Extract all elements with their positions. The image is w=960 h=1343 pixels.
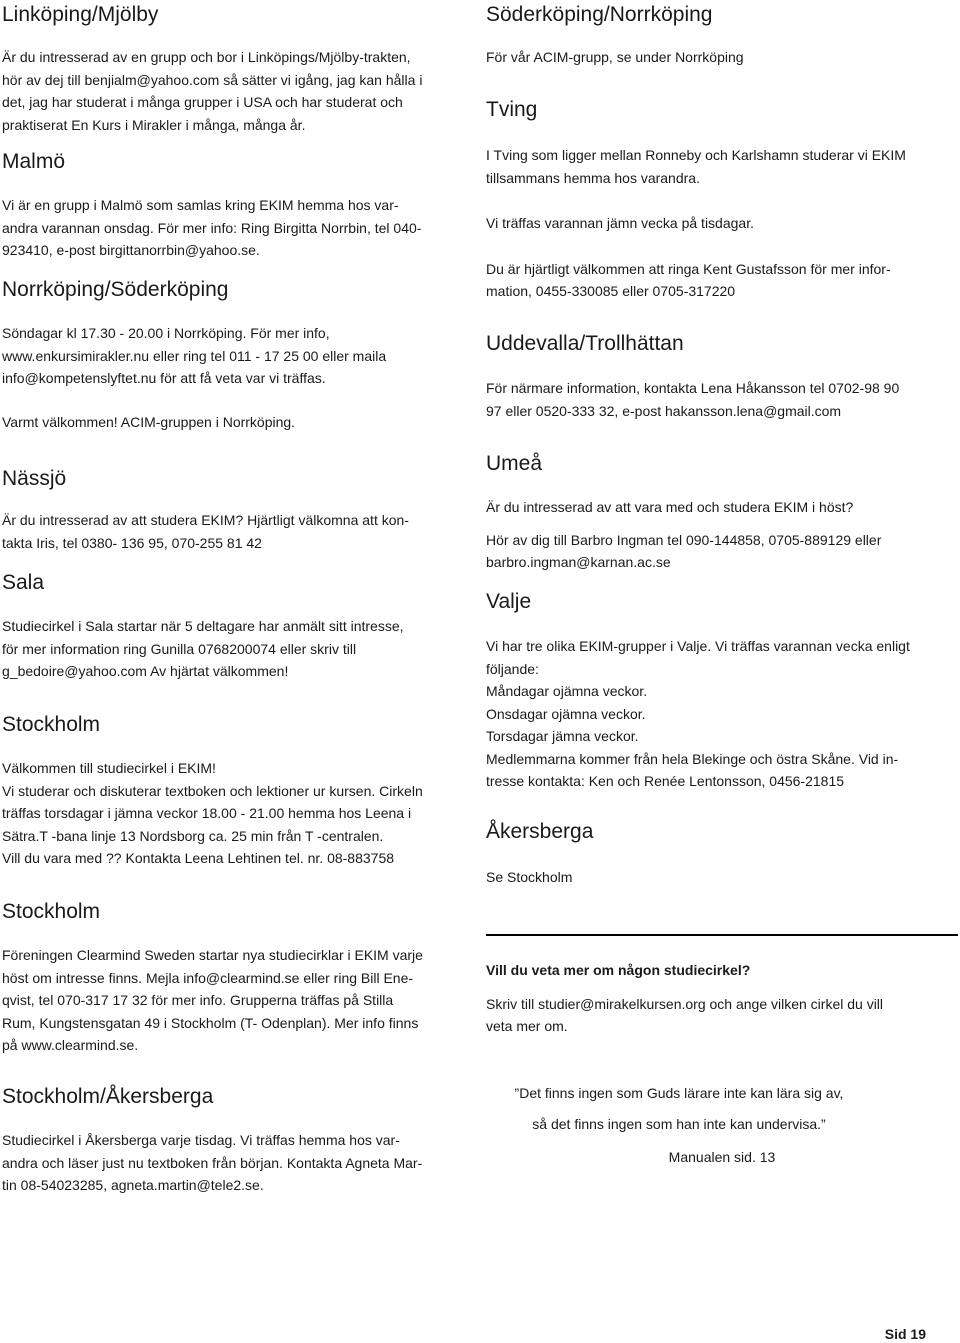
quote-line-2: så det finns ingen som han inte kan undervisa.” — [532, 1116, 826, 1132]
text-line: Medlemmarna kommer från hela Blekinge och östra Skåne. Vid in- — [486, 750, 899, 767]
text-line: Skriv till studier@mirakelkursen.org och ange vilken cirkel du vill — [486, 995, 884, 1012]
section-heading: Stockholm/Åkersberga — [2, 1085, 214, 1108]
text-line: Vi är en grupp i Malmö som samlas kring EKIM hemma hos var- — [2, 197, 399, 213]
text-line: andra och läser just nu textboken från början. Kontakta Agneta Mar- — [2, 1154, 423, 1171]
section-heading: Tving — [486, 98, 538, 121]
text-line: 97 eller 0520-333 32, e-post hakansson.lena@gmail.com — [486, 402, 842, 419]
section-stockholm-1 — [2, 712, 472, 870]
text-line: på www.clearmind.se. — [2, 1037, 139, 1053]
text-line: g_bedoire@yahoo.com Av hjärtat välkommen! — [2, 663, 289, 679]
section-malmo — [2, 149, 472, 262]
text-line: qvist, tel 070-317 17 32 för mer info. Grupperna träffas på Stilla — [2, 992, 394, 1008]
section-heading: Norrköping/Söderköping — [2, 278, 229, 301]
text-line: Är du intresserad av en grupp och bor i Linköpings/Mjölby-trakten, — [2, 49, 411, 65]
section-heading: Malmö — [2, 150, 66, 173]
text-line: höst om intresse finns. Mejla info@clearmind.se eller ring Bill Ene- — [2, 969, 414, 986]
text-line: takta Iris, tel 0380- 136 95, 070-255 81 42 — [2, 534, 262, 551]
text-line: Söndagar kl 17.30 - 20.00 i Norrköping. För mer info, — [2, 325, 330, 341]
text-line: www.enkursimirakler.nu eller ring tel 011 - 17 25 00 eller maila — [2, 347, 387, 364]
text-line: Se Stockholm — [486, 869, 573, 885]
text-line: info@kompetenslyftet.nu för att få veta var vi träffas. — [2, 370, 326, 386]
text-line: hör av dej till benjialm@yahoo.com så sätter vi igång, jag kan hålla i — [2, 71, 423, 88]
text-line: Vill du vara med ?? Kontakta Leena Lehtinen tel. nr. 08-883758 — [2, 850, 395, 866]
study-circle-box — [486, 959, 956, 1038]
text-line: Vi träffas varannan jämn vecka på tisdagar. — [486, 215, 754, 231]
text-line: praktiserat En Kurs i Mirakler i många, många år. — [2, 116, 306, 133]
text-line: tin 08-54023285, agneta.martin@tele2.se. — [2, 1177, 264, 1193]
text-line: andra varannan onsdag. För mer info: Ring Birgitta Norrbin, tel 040- — [2, 219, 422, 236]
text-line: För vår ACIM-grupp, se under Norrköping — [486, 49, 744, 65]
section-soderkoping-norrkoping — [486, 2, 956, 69]
text-line: barbro.ingman@karnan.ac.se — [486, 554, 671, 570]
text-line: I Tving som ligger mellan Ronneby och Karlshamn studerar vi EKIM — [486, 147, 906, 163]
section-umea — [486, 451, 956, 574]
section-heading: Nässjö — [2, 467, 67, 490]
text-line: Torsdagar jämna veckor. — [486, 728, 639, 744]
section-heading: Uddevalla/Trollhättan — [486, 332, 684, 355]
text-line: veta mer om. — [486, 1018, 568, 1034]
text-line: Är du intresserad av att studera EKIM? Hjärtligt välkomna att kon- — [2, 512, 409, 528]
text-line: 923410, e-post birgittanorrbin@yahoo.se. — [2, 242, 260, 258]
section-heading: Sala — [2, 571, 45, 594]
divider-rule — [486, 934, 958, 936]
section-tving — [486, 97, 956, 303]
section-akersberga — [486, 819, 956, 889]
text-line: Studiecirkel i Sala startar när 5 deltagare har anmält sitt intresse, — [2, 618, 404, 634]
section-heading: Linköping/Mjölby — [2, 3, 159, 26]
text-line: Sätra.T -bana linje 13 Nordsborg ca. 25 min från T -centralen. — [2, 827, 384, 844]
text-line: det, jag har studerat i många grupper i USA och har studerat och — [2, 94, 403, 110]
text-line: Studiecirkel i Åkersberga varje tisdag. Vi träffas hemma hos var- — [2, 1132, 400, 1148]
section-stockholm-2 — [2, 899, 472, 1057]
quote-source: Manualen sid. 13 — [668, 1149, 776, 1165]
text-line: Rum, Kungstensgatan 49 i Stockholm (T- Odenplan). Mer info finns — [2, 1014, 419, 1031]
study-question: Vill du veta mer om någon studiecirkel? — [486, 962, 751, 978]
page-number: Sid 19 — [884, 1326, 926, 1342]
text-line: tresse kontakta: Ken och Renée Lentonsson, 0456-21815 — [486, 773, 845, 789]
text-line: tillsammans hemma hos varandra. — [486, 169, 700, 186]
text-line: Vi studerar och diskuterar textboken och lektioner ur kursen. Cirkeln — [2, 782, 423, 799]
text-line: Hör av dig till Barbro Ingman tel 090-144858, 0705-889129 eller — [486, 531, 882, 548]
section-stockholm-akersberga — [2, 1084, 472, 1197]
section-heading: Stockholm — [2, 900, 101, 923]
section-heading: Valje — [486, 590, 532, 613]
section-uddevalla-trollhattan — [486, 331, 956, 422]
section-heading: Åkersberga — [486, 820, 594, 843]
text-line: Välkommen till studiecirkel i EKIM! — [2, 760, 216, 776]
text-line: Onsdagar ojämna veckor. — [486, 705, 646, 722]
section-heading: Stockholm — [2, 713, 101, 736]
section-nassjo — [2, 466, 472, 554]
text-line: träffas torsdagar i jämna veckor 18.00 - 21.00 hemma hos Leena i — [2, 805, 412, 821]
text-line: Vi har tre olika EKIM-grupper i Valje. Vi träffas varannan vecka enligt — [486, 638, 910, 654]
section-heading: Umeå — [486, 452, 543, 475]
section-linkoping-mjolby — [2, 2, 472, 136]
section-sala — [2, 570, 472, 683]
section-heading: Söderköping/Norrköping — [486, 3, 713, 26]
text-line: Du är hjärtligt välkommen att ringa Kent Gustafsson för mer infor- — [486, 260, 891, 277]
text-line: Är du intresserad av att vara med och studera EKIM i höst? — [486, 499, 854, 515]
text-line: Föreningen Clearmind Sweden startar nya studiecirklar i EKIM varje — [2, 947, 423, 963]
section-valje — [486, 589, 956, 793]
section-norrkoping-soderkoping — [2, 277, 472, 433]
quote-line-1: ”Det finns ingen som Guds lärare inte kan lära sig av, — [514, 1085, 844, 1101]
text-line: mation, 0455-330085 eller 0705-317220 — [486, 283, 736, 299]
text-line: Måndagar ojämna veckor. — [486, 683, 648, 699]
text-line: Varmt välkommen! ACIM-gruppen i Norrköping. — [2, 413, 296, 430]
text-line: för mer information ring Gunilla 0768200074 eller skriv till — [2, 640, 357, 657]
text-line: följande: — [486, 660, 539, 677]
text-line: För närmare information, kontakta Lena Håkansson tel 0702-98 90 — [486, 380, 900, 396]
